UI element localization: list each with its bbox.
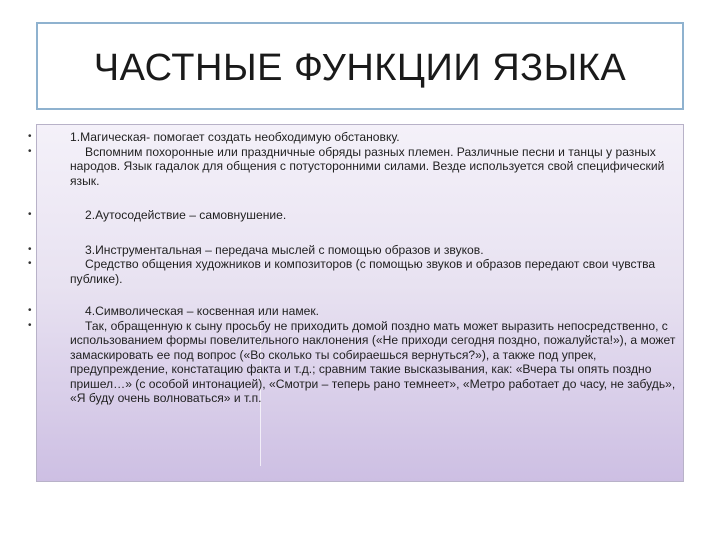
item-text: Вспомним похоронные или праздничные обряды разных племен. Различные песни и танцы у разных народов. Язык гадалок для общения с потусторонними силами. Везде используется свой специфический язык. [70,144,665,188]
item-text: Так, обращенную к сыну просьбу не приходить домой поздно мать может выразить непосредственно, с использованием формы повелительного наклонения («Не приходи сегодня поздно, пожалуйста!»), а может замаскировать ее под вопрос («Во сколько ты собираешься вернуться?»), а также под упрек, предупреждение, констатацию факта и т.д.; сравним такие высказывания, как: «Вчера ты опять поздно пришел…» (с особой интонацией), «Смотри – теперь рано темнеет», «Метро работает до часу, не забудь», «Я буду очень волноваться» и т.п. [70,318,676,405]
list-item [28,243,678,258]
item-text: 3.Инструментальная – передача мыслей с помощью образов и звуков. [85,242,484,257]
title-box [36,22,684,110]
bullet-icon: • [28,209,32,220]
list-item [28,208,678,223]
bullet-icon: • [28,145,32,157]
slide-title: ЧАСТНЫЕ ФУНКЦИИ ЯЗЫКА [93,46,627,89]
list-item [28,257,678,286]
list-item [28,319,678,406]
bullet-icon: • [28,258,32,269]
item-text: Средство общения художников и композиторов (с помощью звуков и образов передают свои чувства публике). [70,257,656,286]
item-text: 4.Символическая – косвенная или намек. [85,304,320,318]
bullet-icon: • [28,305,32,316]
item-text: 1.Магическая- помогает создать необходимую обстановку. [70,130,400,144]
bullet-icon: • [28,131,32,142]
bullet-icon: • [28,243,32,255]
bullet-list [28,130,678,406]
list-item [28,304,678,319]
list-item [28,145,678,189]
bullet-icon: • [28,319,32,331]
item-text: 2.Аутосодействие – самовнушение. [85,208,287,222]
list-item [28,130,678,145]
